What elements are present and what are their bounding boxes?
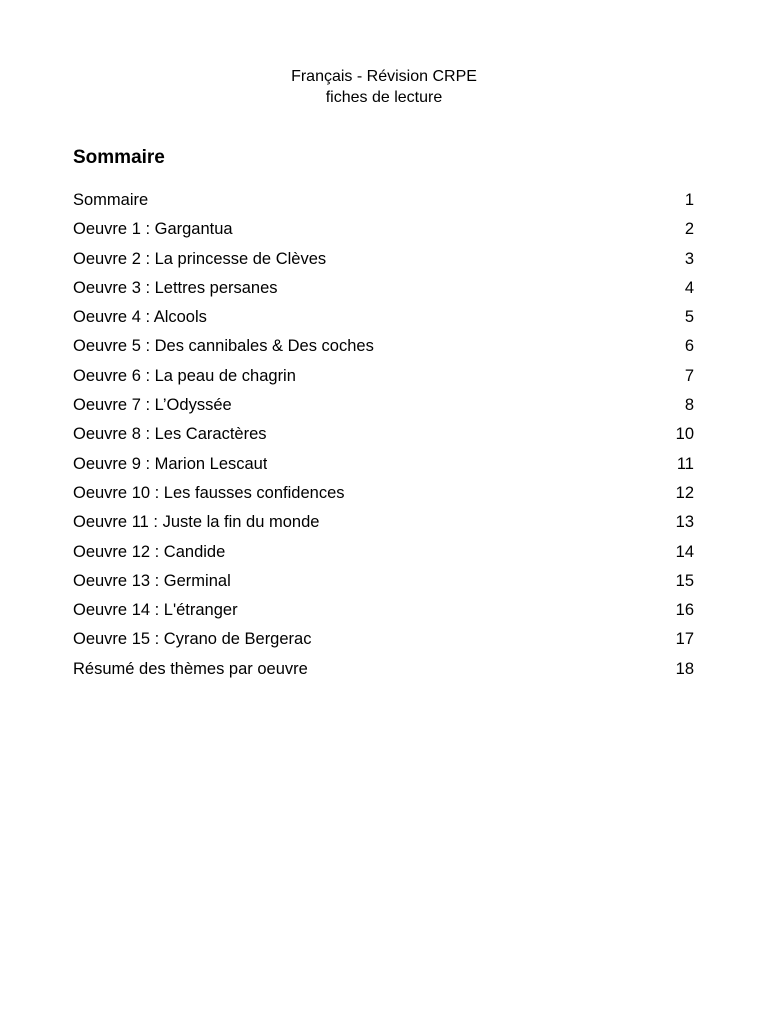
toc-entry-oeuvre-2[interactable] bbox=[73, 246, 694, 275]
toc-entry-title: Oeuvre 1 : Gargantua bbox=[73, 220, 233, 239]
toc-entry-page: 18 bbox=[675, 659, 694, 678]
toc-entry-title: Oeuvre 8 : Les Caractères bbox=[73, 425, 267, 444]
toc-entry-oeuvre-6[interactable] bbox=[73, 363, 694, 392]
toc-entry-page: 12 bbox=[675, 483, 694, 502]
toc-entry-title: Oeuvre 11 : Juste la fin du monde bbox=[73, 513, 320, 532]
table-of-contents bbox=[73, 187, 694, 685]
toc-entry-oeuvre-12[interactable] bbox=[73, 539, 694, 568]
toc-entry-oeuvre-10[interactable] bbox=[73, 480, 694, 509]
toc-entry-title: Résumé des thèmes par oeuvre bbox=[73, 659, 308, 678]
toc-entry-oeuvre-4[interactable] bbox=[73, 304, 694, 333]
toc-entry-page: 10 bbox=[675, 425, 694, 444]
toc-entry-sommaire[interactable] bbox=[73, 187, 694, 216]
toc-entry-title: Oeuvre 9 : Marion Lescaut bbox=[73, 454, 268, 473]
toc-entry-title: Oeuvre 2 : La princesse de Clèves bbox=[73, 249, 327, 268]
toc-entry-oeuvre-13[interactable] bbox=[73, 568, 694, 597]
toc-entry-title: Sommaire bbox=[73, 191, 149, 209]
toc-entry-page: 17 bbox=[675, 630, 694, 649]
toc-entry-page: 15 bbox=[675, 571, 694, 590]
toc-entry-oeuvre-11[interactable] bbox=[73, 509, 694, 538]
toc-entry-title: Oeuvre 7 : L’Odyssée bbox=[73, 396, 232, 415]
toc-entry-title: Oeuvre 3 : Lettres persanes bbox=[73, 278, 278, 297]
toc-entry-title: Oeuvre 15 : Cyrano de Bergerac bbox=[73, 630, 312, 649]
toc-entry-page: 14 bbox=[675, 542, 694, 561]
toc-entry-oeuvre-14[interactable] bbox=[73, 597, 694, 626]
document-title: Français - Révision CRPE bbox=[291, 68, 477, 85]
toc-entry-page: 4 bbox=[684, 278, 694, 297]
toc-entry-oeuvre-3[interactable] bbox=[73, 275, 694, 304]
toc-entry-title: Oeuvre 6 : La peau de chagrin bbox=[73, 366, 296, 385]
toc-entry-page: 11 bbox=[676, 454, 694, 473]
toc-entry-oeuvre-7[interactable] bbox=[73, 392, 694, 421]
toc-entry-page: 8 bbox=[684, 396, 694, 415]
toc-heading: Sommaire bbox=[73, 147, 165, 168]
toc-entry-oeuvre-15[interactable] bbox=[73, 626, 694, 655]
toc-entry-title: Oeuvre 4 : Alcools bbox=[73, 308, 207, 327]
toc-entry-page: 1 bbox=[684, 191, 694, 209]
toc-entry-title: Oeuvre 10 : Les fausses confidences bbox=[73, 483, 345, 502]
toc-entry-title: Oeuvre 12 : Candide bbox=[73, 542, 226, 561]
toc-entry-resume-themes[interactable] bbox=[73, 656, 694, 685]
toc-entry-oeuvre-5[interactable] bbox=[73, 333, 694, 362]
toc-entry-page: 3 bbox=[684, 249, 694, 268]
toc-entry-page: 7 bbox=[684, 366, 694, 385]
toc-entry-oeuvre-8[interactable] bbox=[73, 421, 694, 450]
toc-entry-page: 6 bbox=[684, 337, 694, 356]
toc-entry-page: 16 bbox=[675, 601, 694, 620]
toc-entry-title: Oeuvre 5 : Des cannibales & Des coches bbox=[73, 337, 374, 356]
toc-entry-oeuvre-1[interactable] bbox=[73, 216, 694, 245]
document-header bbox=[0, 66, 768, 108]
toc-entry-page: 5 bbox=[684, 308, 694, 327]
toc-entry-oeuvre-9[interactable] bbox=[73, 451, 694, 480]
toc-entry-page: 13 bbox=[675, 513, 694, 532]
toc-entry-title: Oeuvre 13 : Germinal bbox=[73, 571, 231, 590]
document-subtitle: fiches de lecture bbox=[325, 89, 443, 106]
toc-entry-title: Oeuvre 14 : L'étranger bbox=[73, 601, 238, 620]
toc-entry-page: 2 bbox=[684, 220, 694, 239]
